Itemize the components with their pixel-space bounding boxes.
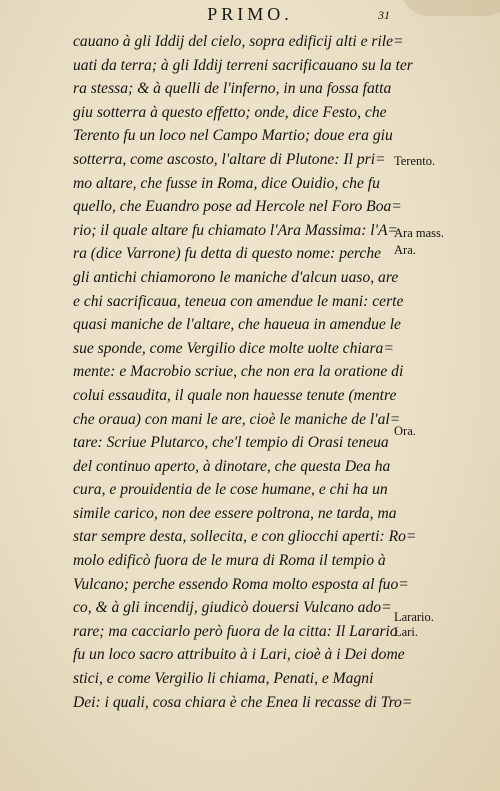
text-line: Terento fu un loco nel Campo Martio; doue era giu <box>73 127 393 145</box>
text-line: simile carico, non dee essere poltrona, ne tarda, ma <box>73 504 397 522</box>
text-line: giu sotterra à questo effetto; onde, dice Festo, che <box>73 103 387 121</box>
page-corner-stain <box>402 0 500 16</box>
text-line: colui essaudita, il quale non hauesse tenute (mentre <box>73 386 397 404</box>
text-line: quasi maniche de l'altare, che haueua in amendue le <box>73 316 401 334</box>
text-line: stici, e come Vergilio li chiama, Penati, e Magni <box>73 670 374 688</box>
margin-note-ara-massima: Ara mass. <box>394 226 444 240</box>
text-line: mo altare, che fusse in Roma, dice Ouidio, che fu <box>73 174 380 192</box>
text-line: star sempre desta, sollecita, e con gliocchi aperti: Ro= <box>73 528 417 546</box>
text-line: rio; il quale altare fu chiamato l'Ara Massima: l'A= <box>73 221 399 239</box>
text-line: cauano à gli Iddij del cielo, sopra edificij alti e rile= <box>73 33 404 50</box>
margin-note-ara: Ara. <box>394 243 416 257</box>
running-title: PRIMO. <box>207 4 293 24</box>
margin-note-terento: Terento. <box>394 154 436 168</box>
margin-note-lari: Lari. <box>394 625 418 639</box>
main-text-block <box>73 30 417 714</box>
text-line: fu un loco sacro attribuito à i Lari, cioè à i Dei dome <box>73 646 405 664</box>
text-line: che oraua) con mani le are, cioè le maniche de l'al= <box>73 410 401 428</box>
text-line: e chi sacrificaua, teneua con amendue le mani: certe <box>73 292 404 310</box>
text-line: Dei: i quali, cosa chiara è che Enea li recasse di Tro= <box>73 693 413 711</box>
text-line: quello, che Euandro pose ad Hercole nel Foro Boa= <box>73 198 402 216</box>
text-line: mente: e Macrobio scriue, che non era la oratione di <box>73 363 404 381</box>
text-line: del continuo aperto, à dinotare, che questa Dea ha <box>73 457 391 475</box>
text-line: cura, e prouidentia de le cose humane, e chi ha un <box>73 481 388 499</box>
text-line: uati da terra; à gli Iddij terreni sacrificauano su la ter <box>73 56 413 74</box>
text-line: rare; ma cacciarlo però fuora de la citta: Il Larario <box>73 622 398 640</box>
text-line: sue sponde, come Vergilio dice molte uolte chiara= <box>73 339 394 357</box>
text-line: co, & à gli incendij, giudicò douersi Vulcano ado= <box>73 599 392 617</box>
text-line: tare: Scriue Plutarco, che'l tempio di Orasi teneua <box>73 434 389 452</box>
text-line: molo edificò fuora de le mura di Roma il tempio à <box>73 552 386 570</box>
text-line: sotterra, come ascosto, l'altare di Plutone: Il pri= <box>73 150 386 168</box>
text-line: ra stessa; & à quelli de l'inferno, in una fossa fatta <box>73 80 392 98</box>
text-line: ra (dice Varrone) fu detta di questo nome: perche <box>73 245 382 263</box>
margin-note-ora: Ora. <box>394 424 416 438</box>
text-line: Vulcano; perche essendo Roma molto esposta al fuo= <box>73 575 409 593</box>
page-number: 31 <box>378 8 390 22</box>
margin-note-larario: Larario. <box>394 610 434 624</box>
text-line: gli antichi chiamorono le maniche d'alcun uaso, are <box>73 268 399 286</box>
